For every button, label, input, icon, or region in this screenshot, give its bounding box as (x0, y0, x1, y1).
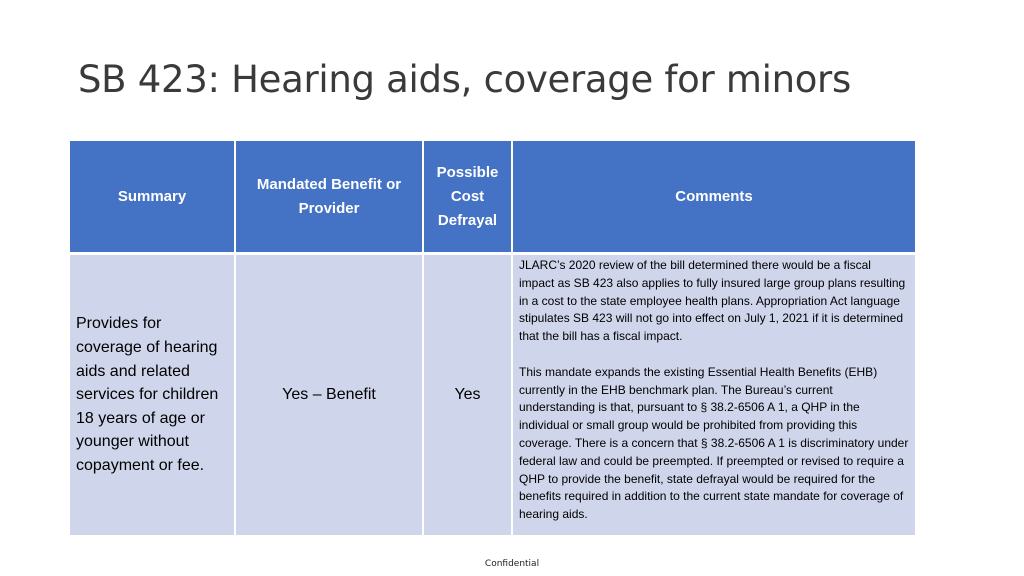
comment-paragraph-2: This mandate expands the existing Essential Health Benefits (EHB) currently in the EHB benchmark plan. The Bureau’s current understanding is that, pursuant to § 38.2-6506 A 1, a QHP in the individual or small group would be prohibited from providing this coverage. There is a concern that § 38.2-6506 A 1 is discriminatory under federal law and could be preempted. If preempted or revised to require a QHP to provide the benefit, state defrayal would be required for the benefits required in addition to the current state mandate for coverage of hearing aids. (519, 364, 909, 522)
cell-comments (512, 254, 915, 535)
comment-paragraph-1: JLARC’s 2020 review of the bill determined there would be a fiscal impact as SB 423 also applies to fully insured large group plans resulting in a cost to the state employee health plans. Appropriation Act language stipulates SB 423 will not go into effect on July 1, 2021 if it is determined that the bill has a fiscal impact. (519, 258, 906, 344)
header-cost-defrayal: Possible Cost Defrayal (423, 141, 512, 254)
mandate-table (70, 141, 915, 535)
table-row (70, 254, 915, 535)
cell-cost-defrayal: Yes (423, 254, 512, 535)
cell-summary: Provides for coverage of hearing aids and related services for children 18 years of age or younger without copayment or fee. (70, 254, 235, 535)
header-mandated-benefit: Mandated Benefit or Provider (235, 141, 423, 254)
table-header-row (70, 141, 915, 254)
footer-confidential: Confidential (484, 559, 540, 569)
slide-title: SB 423: Hearing aids, coverage for minors (78, 58, 851, 101)
cell-mandated-benefit: Yes – Benefit (235, 254, 423, 535)
header-summary: Summary (70, 141, 235, 254)
header-comments: Comments (512, 141, 915, 254)
